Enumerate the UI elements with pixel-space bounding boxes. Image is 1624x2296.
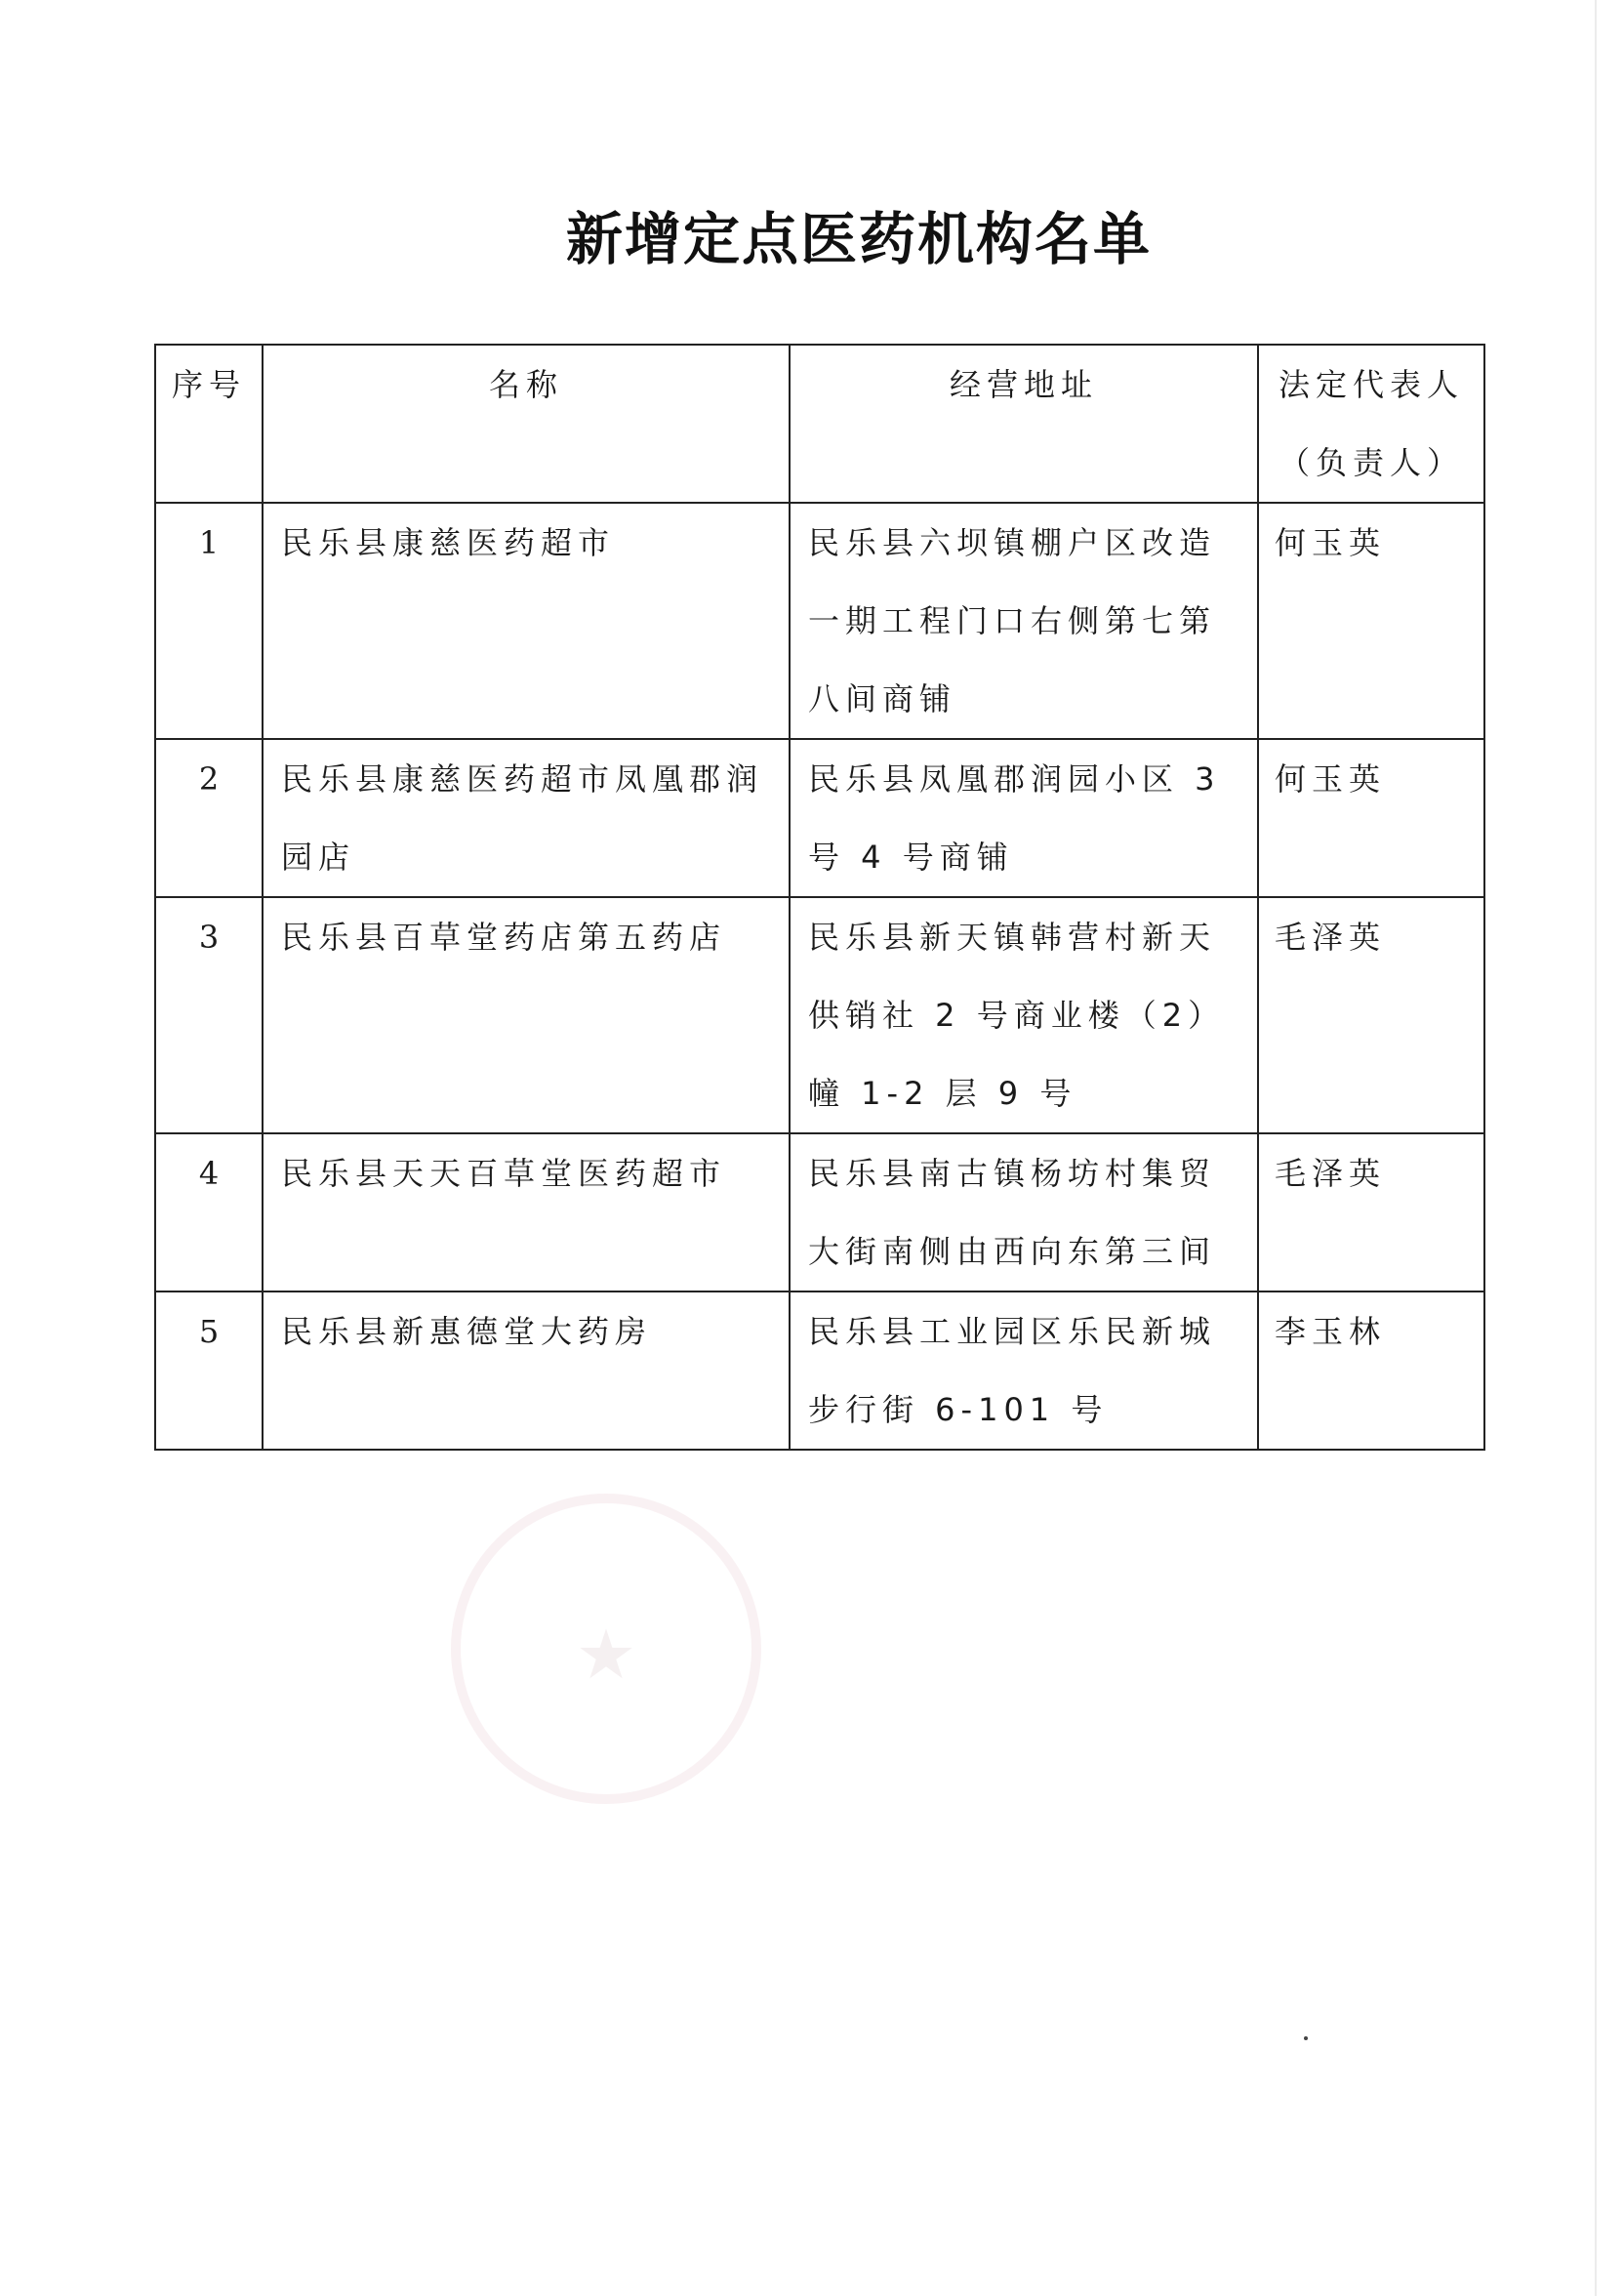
page-edge-line	[1595, 0, 1597, 2296]
row-seq: 5	[155, 1292, 263, 1450]
row-seq: 3	[155, 897, 263, 1133]
row-representative: 何玉英	[1258, 739, 1484, 897]
table-row	[155, 1133, 1484, 1292]
row-address: 民乐县六坝镇棚户区改造一期工程门口右侧第七第八间商铺	[790, 503, 1258, 739]
table-row	[155, 1292, 1484, 1450]
table-header-row	[155, 345, 1484, 503]
row-seq: 4	[155, 1133, 263, 1292]
document-title: 新增定点医药机构名单	[565, 206, 1152, 272]
row-representative: 毛泽英	[1258, 1133, 1484, 1292]
row-name: 民乐县天天百草堂医药超市	[263, 1133, 790, 1292]
scan-speck	[1304, 2036, 1308, 2040]
row-address: 民乐县新天镇韩营村新天供销社 2 号商业楼（2）幢 1-2 层 9 号	[790, 897, 1258, 1133]
header-seq: 序号	[155, 345, 263, 503]
seal-stamp-icon	[451, 1494, 761, 1804]
header-name: 名称	[263, 345, 790, 503]
table-row	[155, 503, 1484, 739]
header-address: 经营地址	[790, 345, 1258, 503]
row-representative: 何玉英	[1258, 503, 1484, 739]
institution-table	[154, 344, 1485, 1451]
row-address: 民乐县南古镇杨坊村集贸大街南侧由西向东第三间	[790, 1133, 1258, 1292]
row-name: 民乐县康慈医药超市凤凰郡润园店	[263, 739, 790, 897]
row-address: 民乐县工业园区乐民新城步行街 6-101 号	[790, 1292, 1258, 1450]
row-address: 民乐县凤凰郡润园小区 3 号 4 号商铺	[790, 739, 1258, 897]
table-row	[155, 897, 1484, 1133]
table-row	[155, 739, 1484, 897]
header-representative: 法定代表人（负责人）	[1258, 345, 1484, 503]
row-name: 民乐县康慈医药超市	[263, 503, 790, 739]
row-seq: 2	[155, 739, 263, 897]
row-seq: 1	[155, 503, 263, 739]
row-name: 民乐县新惠德堂大药房	[263, 1292, 790, 1450]
row-representative: 毛泽英	[1258, 897, 1484, 1133]
row-representative: 李玉林	[1258, 1292, 1484, 1450]
seal-star-icon: ★	[575, 1614, 637, 1695]
row-name: 民乐县百草堂药店第五药店	[263, 897, 790, 1133]
